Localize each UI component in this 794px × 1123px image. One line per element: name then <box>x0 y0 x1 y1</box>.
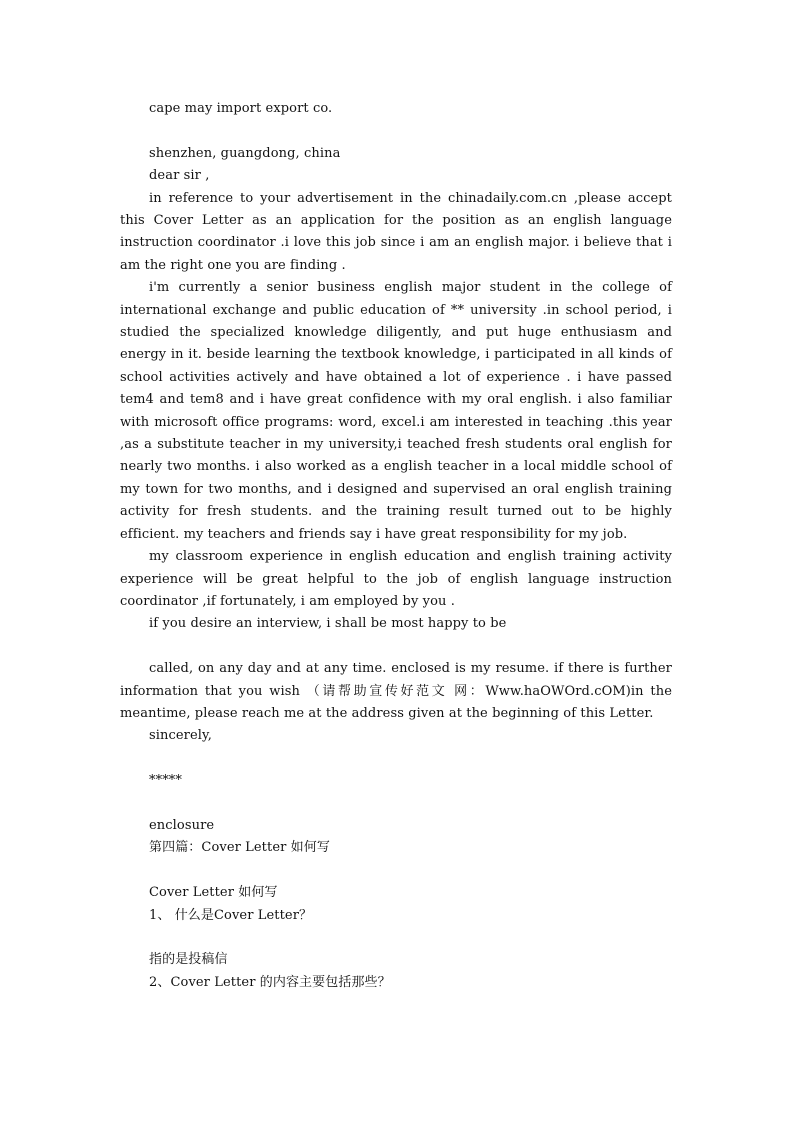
section-subtitle: Cover Letter 如何写 <box>149 885 278 901</box>
paragraph-interview: if you desire an interview, i shall be most happy to be <box>149 616 507 632</box>
question-1: 1、 什么是Cover Letter？ <box>149 907 313 923</box>
blank-line <box>120 927 672 949</box>
closing: sincerely, <box>149 728 212 744</box>
letter-body <box>120 98 672 994</box>
section-title: 第四篇：Cover Letter 如何写 <box>149 840 330 856</box>
paragraph-reference: in reference to your advertisement in the chinadaily.com.cn ,please accept this Cover Letter as an application for the position as an english language instruction coordinator .i love this job since i am an english major. i believe that i am the right one you are finding . <box>120 190 672 273</box>
blank-line <box>120 860 672 882</box>
paragraph-contact: called, on any day and at any time. enclosed is my resume. if there is further information that you wish （请帮助宣传好范文 网：Www.haOWOrd.cOM)in the meantime, please reach me at the address given at the beginning of this Letter. <box>120 661 672 721</box>
company-name: cape may import export co. <box>149 101 333 116</box>
blank-line <box>120 636 672 658</box>
paragraph-experience: my classroom experience in english education and english training activity experience will be great helpful to the job of english language instruction coordinator ,if fortunately, i am employed by you . <box>120 549 672 609</box>
answer-1: 指的是投稿信 <box>149 952 228 968</box>
blank-line <box>120 748 672 770</box>
blank-line <box>120 793 672 815</box>
blank-line <box>120 120 672 142</box>
company-location: shenzhen, guangdong, china <box>149 145 341 161</box>
question-2: 2、Cover Letter 的内容主要包括那些？ <box>149 974 391 990</box>
salutation: dear sir , <box>149 168 210 184</box>
signature: ***** <box>149 773 182 789</box>
paragraph-background: i'm currently a senior business english major student in the college of international exchange and public education of ** university .in school period, i studied the specialized knowledge diligently, and put huge enthusiasm and energy in it. beside learning the textbook knowledge, i participated in all kinds of school activities actively and have obtained a lot of experience . i have passed tem4 and tem8 and i have great confidence with my oral english. i also familiar with microsoft office programs: word, excel.i am interested in teaching .this year ,as a substitute teacher in my university,i teached fresh students oral english for nearly two months. i also worked as a english teacher in a local middle school of my town for two months, and i designed and supervised an oral english training activity for fresh students. and the training result turned out to be highly efficient. my teachers and friends say i have great responsibility for my job. <box>120 280 672 542</box>
enclosure: enclosure <box>149 817 215 833</box>
